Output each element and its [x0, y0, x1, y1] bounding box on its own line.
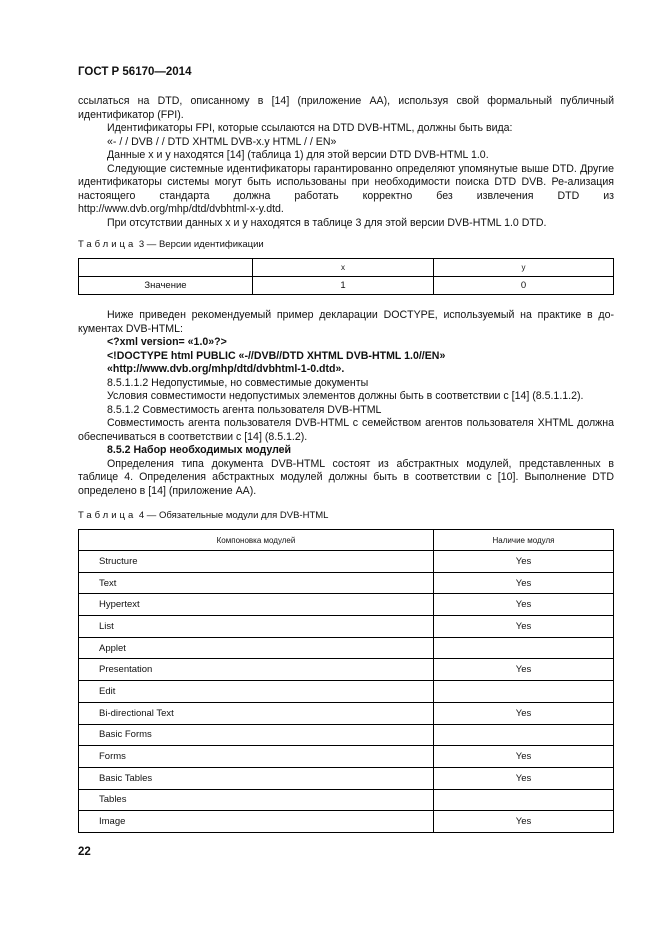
module-name-cell: Hypertext [79, 594, 434, 616]
page-number: 22 [78, 846, 91, 858]
system-identifier-url: http://www.dvb.org/mhp/dtd/dvbhtml-x-y.dtd. [78, 203, 284, 215]
table-row [79, 659, 614, 681]
subsection-heading: 8.5.1.2 Совместимость агента пользователя DVB-HTML [107, 403, 382, 416]
code-line: «http://www.dvb.org/mhp/dtd/dvbhtml-1-0.dtd». [107, 363, 345, 375]
module-presence-cell: Yes [434, 594, 614, 616]
table-row [79, 551, 614, 573]
paragraph: Определения типа документа DVB-HTML состоят из абстрактных модулей, представленных в таблице 4. Определения абстрактных модулей должны быть в соответствии с [10]. Выполнение DTD определено в [14] (приложение АА). [78, 457, 614, 497]
table-header-cell: Компоновка модулей [79, 530, 434, 551]
module-presence-cell: Yes [434, 572, 614, 594]
table-row [79, 724, 614, 746]
module-name-cell: Basic Tables [79, 767, 434, 789]
module-name-cell: Forms [79, 746, 434, 768]
table-row [79, 702, 614, 724]
module-name-cell: Tables [79, 789, 434, 811]
table-header-row [79, 530, 614, 551]
module-name-cell: Presentation [79, 659, 434, 681]
table-header-row [79, 259, 614, 277]
table-row [79, 277, 614, 295]
paragraph: ссылаться на DTD, описанному в [14] (приложение АА), используя свой формальный публичный идентификатор (FPI). [78, 95, 614, 121]
module-presence-cell [434, 681, 614, 703]
paragraph: Ниже приведен рекомендуемый пример декларации DOCTYPE, используемый на практике в до-кументах DVB-HTML: [78, 309, 614, 335]
table-row [79, 789, 614, 811]
module-presence-cell [434, 724, 614, 746]
module-presence-cell: Yes [434, 659, 614, 681]
text-block-1 [78, 95, 614, 230]
document-header: ГОСТ Р 56170—2014 [78, 66, 192, 78]
paragraph: Условия совместимости недопустимых элементов должны быть в соответствии с [14] (8.5.1.1.2). [107, 390, 584, 402]
table-cell: Значение [79, 277, 253, 295]
table-4-caption [78, 510, 328, 521]
code-line: <!DOCTYPE html PUBLIC «-//DVB//DTD XHTML DVB-HTML 1.0//EN» [107, 349, 446, 362]
text-block-2 [78, 309, 614, 498]
table-3-versions [78, 258, 614, 295]
table-header-cell: x [253, 259, 434, 277]
module-presence-cell: Yes [434, 811, 614, 833]
module-name-cell: Image [79, 811, 434, 833]
subsection-heading: 8.5.1.1.2 Недопустимые, но совместимые документы [107, 376, 369, 389]
table-cell: 1 [253, 277, 434, 295]
module-name-cell: Edit [79, 681, 434, 703]
paragraph: Идентификаторы FPI, которые ссылаются на DTD DVB-HTML, должны быть вида: [107, 122, 513, 134]
caption-text: 3 — Версии идентификации [136, 239, 264, 250]
section-heading: 8.5.2 Набор необходимых модулей [107, 444, 292, 456]
table-row [79, 681, 614, 703]
module-name-cell: Basic Forms [79, 724, 434, 746]
table-row [79, 811, 614, 833]
module-presence-cell: Yes [434, 746, 614, 768]
paragraph: При отсутствии данных x и y находятся в таблице 3 для этой версии DVB-HTML 1.0 DTD. [107, 216, 547, 229]
paragraph: Данные x и y находятся [14] (таблица 1) для этой версии DTD DVB-HTML 1.0. [107, 149, 489, 161]
table-row [79, 616, 614, 638]
table-row [79, 594, 614, 616]
module-presence-cell [434, 789, 614, 811]
module-presence-cell: Yes [434, 767, 614, 789]
table-header-cell: Наличие модуля [434, 530, 614, 551]
table-body [79, 551, 614, 833]
module-presence-cell: Yes [434, 551, 614, 573]
paragraph: Совместимость агента пользователя DVB-HTML с семейством агентов пользователя XHTML должна обеспечиваться в соответствии с [14] (8.5.1.2). [78, 417, 614, 443]
table-header-cell: y [434, 259, 614, 277]
module-presence-cell: Yes [434, 702, 614, 724]
module-name-cell: List [79, 616, 434, 638]
table-row [79, 767, 614, 789]
table-row [79, 746, 614, 768]
caption-word: Таблица [78, 510, 137, 521]
caption-text: 4 — Обязательные модули для DVB-HTML [136, 510, 329, 521]
module-name-cell: Structure [79, 551, 434, 573]
module-presence-cell [434, 637, 614, 659]
code-line: <?xml version= «1.0»?> [107, 336, 227, 348]
table-row [79, 572, 614, 594]
table-row [79, 637, 614, 659]
module-presence-cell: Yes [434, 616, 614, 638]
module-name-cell: Bi-directional Text [79, 702, 434, 724]
table-3-caption [78, 239, 264, 250]
table-header-cell [79, 259, 253, 277]
module-name-cell: Applet [79, 637, 434, 659]
table-4-modules [78, 529, 614, 833]
caption-word: Таблица [78, 239, 137, 250]
table-cell: 0 [434, 277, 614, 295]
paragraph: Следующие системные идентификаторы гарантированно определяют упомянутые выше DTD. Другие идентификаторы системы могут быть использованы при необходимости поиска DTD DVB. Ре-ализация настоящего стандарта должна работать корректно без извлечения DTD из [78, 162, 614, 202]
module-name-cell: Text [79, 572, 434, 594]
identifier-format: «- / / DVB / / DTD XHTML DVB-x.y HTML / / EN» [107, 135, 337, 148]
